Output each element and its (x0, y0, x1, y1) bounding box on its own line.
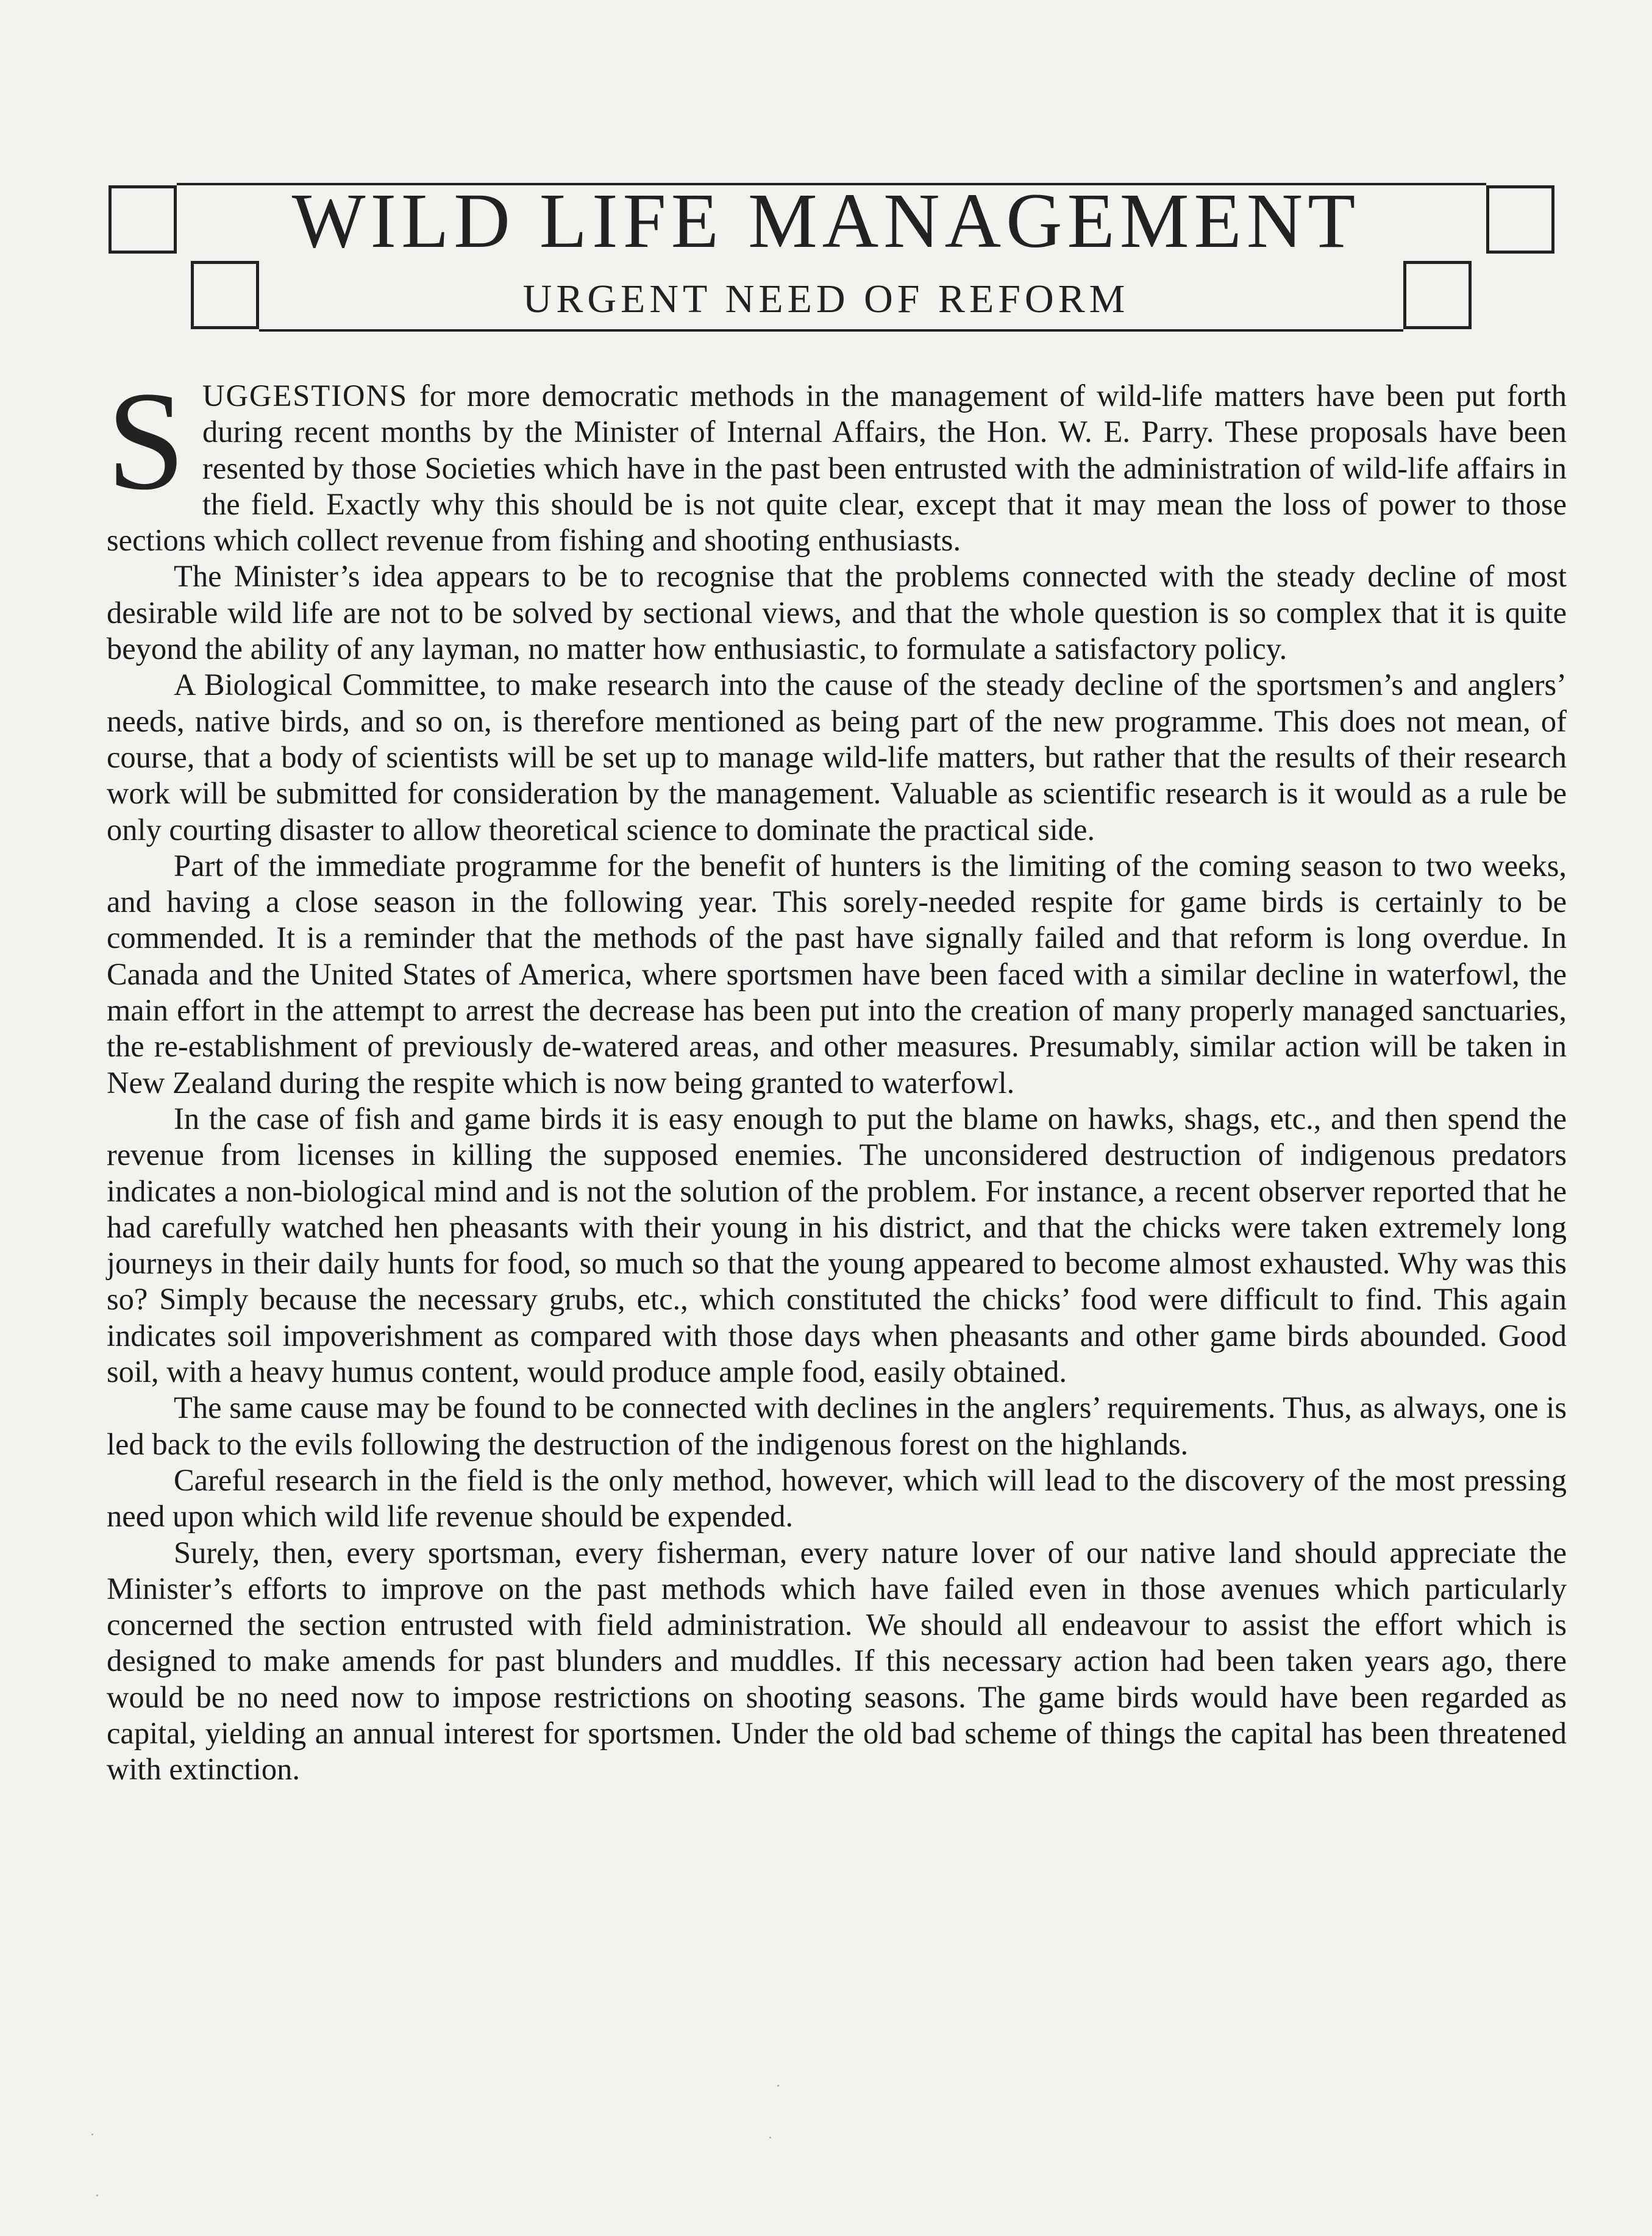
paragraph-3: A Biological Committee, to make research into the cause of the steady decline of the sportsmen’s and anglers’ needs, native birds, and so on, is therefore mentioned as being part of the new programme. This does not mean, of course, that a body of scientists will be set up to manage wild-life matters, but rather that the results of their research work will be submitted for consideration by the management. Valuable as scientific research is it would as a rule be only courting disaster to allow theoretical science to dominate the practical side. (107, 668, 1567, 847)
paragraph-1 (107, 363, 1567, 558)
header-box-bottom-right (1403, 261, 1472, 329)
header-rule-bottom (259, 329, 1403, 332)
paper-speck (91, 2134, 93, 2135)
paragraph-8: Surely, then, every sportsman, every fisherman, every nature lover of our native land should appreciate the Minister’s efforts to improve on the past methods which have failed even in those avenues which particularly concerned the section entrusted with field administration. We should all endeavour to assist the effort which is designed to make amends for past blunders and muddles. If this necessary action had been taken years ago, there would be no need now to impose restrictions on shooting seasons. The game birds would have been regarded as capital, yielding an annual interest for sportsmen. Under the old bad scheme of things the capital has been threatened with extinction. (107, 1535, 1567, 1787)
paragraph-5: In the case of fish and game birds it is easy enough to put the blame on hawks, shags, etc., and then spend the revenue from licenses in killing the supposed enemies. The unconsidered destruction of indigenous predators indicates a non-biological mind and is not the solution of the problem. For instance, a recent observer reported that he had carefully watched hen pheasants with their young in his district, and that the chicks were taken extremely long journeys in their daily hunts for food, so much so that the young appeared to become almost exhausted. Why was this so? Simply because the necessary grubs, etc., which constituted the chicks’ food were difficult to find. This again indicates soil impoverishment as compared with those days when pheasants and other game birds abounded. Good soil, with a heavy humus content, would produce ample food, easily obtained. (107, 1101, 1567, 1389)
paper-speck (96, 2195, 98, 2196)
drop-cap: S (107, 363, 186, 519)
paragraph-7: Careful research in the field is the only method, however, which will lead to the discovery of the most pressing need upon which wild life revenue should be expended. (107, 1462, 1567, 1534)
lead-word: UGGESTIONS (202, 379, 408, 413)
header-box-bottom-left (191, 261, 259, 329)
header-box-top-left (109, 185, 177, 254)
paragraph-6: The same cause may be found to be connected with declines in the anglers’ requirements. Thus, as always, one is led back to the evils following the destruction of the indigenous forest on the highlands. (107, 1390, 1567, 1461)
paper-speck (769, 2137, 771, 2138)
paragraph-2: The Minister’s idea appears to be to recognise that the problems connected with the steady decline of most desirable wild life are not to be solved by sectional views, and that the whole question is so complex that it is quite beyond the ability of any layman, no matter how enthusiastic, to formulate a satisfactory policy. (107, 559, 1567, 666)
paragraph-1-text: for more democratic methods in the management of wild-life matters have been put forth during recent months by the Minister of Internal Affairs, the Hon. W. E. Parry. These proposals have been resented by those Societies which have in the past been entrusted with the administration of wild-life affairs in the field. Exactly why this should be is not quite clear, except that it may mean the loss of power to those sections which collect revenue from fishing and shooting enthusiasts. (107, 379, 1567, 558)
article-body (107, 363, 1567, 1788)
page-title: WILD LIFE MANAGEMENT (291, 177, 1361, 264)
paper-speck (777, 2085, 779, 2087)
page-subtitle: URGENT NEED OF REFORM (522, 277, 1130, 321)
header-box-top-right (1486, 185, 1554, 254)
paragraph-4: Part of the immediate programme for the benefit of hunters is the limiting of the coming season to two weeks, and having a close season in the following year. This sorely-needed respite for game birds is certainly to be commended. It is a reminder that the methods of the past have signally failed and that reform is long overdue. In Canada and the United States of America, where sportsmen have been faced with a similar decline in waterfowl, the main effort in the attempt to arrest the decrease has been put into the creation of many properly managed sanctuaries, the re-establishment of previously de-watered areas, and other measures. Presumably, similar action will be taken in New Zealand during the respite which is now being granted to waterfowl. (107, 848, 1567, 1100)
